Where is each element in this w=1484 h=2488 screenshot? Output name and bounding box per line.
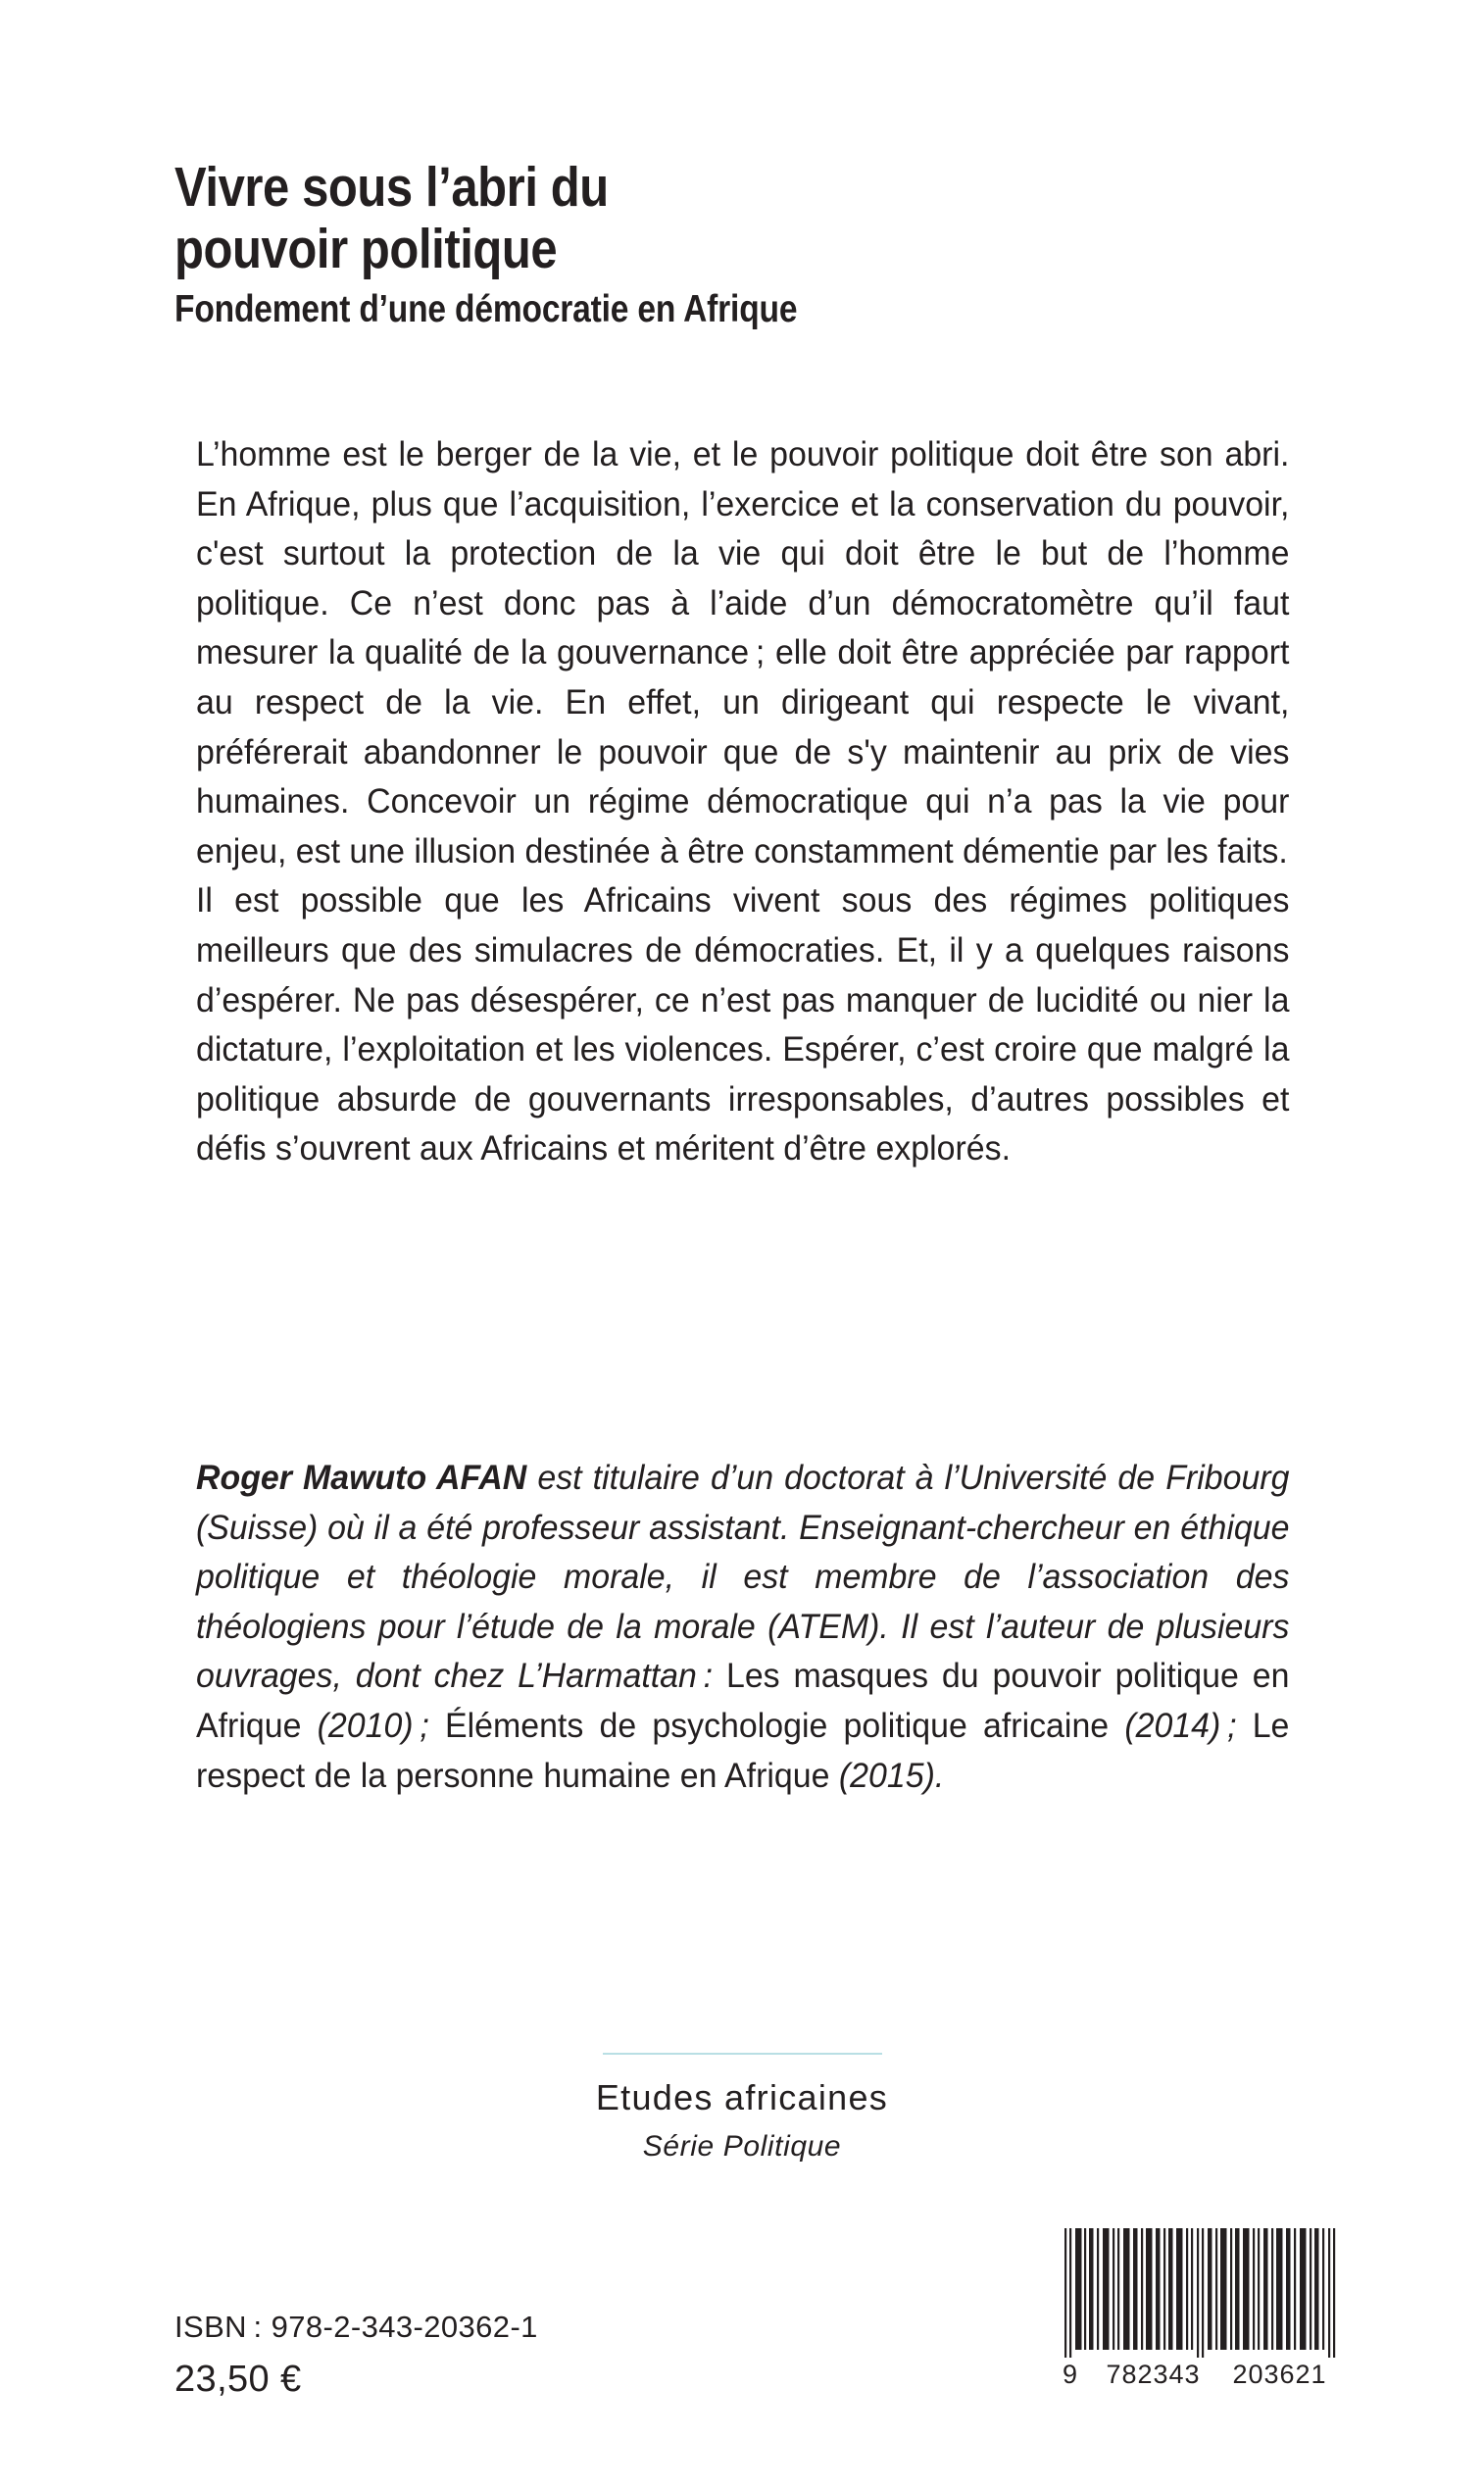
blurb-text	[196, 429, 1341, 1173]
series-divider	[603, 2053, 882, 2055]
series-subtitle: Série Politique	[642, 2130, 842, 2163]
author-work-1: Les masques du pouvoir politique en Afrique	[196, 1656, 1290, 1745]
author-name: Roger Mawuto AFAN	[196, 1458, 527, 1497]
author-work-1-year: (2010) ;	[301, 1705, 445, 1745]
isbn-text: ISBN : 978-2-343-20362-1	[174, 2310, 538, 2344]
title-block	[174, 157, 1311, 335]
author-bio-paragraph	[196, 1453, 1289, 1800]
barcode-digits	[1063, 2360, 1345, 2390]
series-block	[0, 2053, 1484, 2166]
isbn-price-block	[174, 2306, 538, 2404]
page-title-line-1: Vivre sous l’abri du	[174, 156, 609, 219]
page-subtitle: Fondement d’une démocratie en Afrique	[174, 288, 798, 330]
author-work-2: Éléments de psychologie politique africaine	[444, 1705, 1110, 1745]
barcode-left-group: 782343	[1106, 2360, 1201, 2389]
author-work-3: Le respect de la personne humaine en Afrique	[196, 1705, 1290, 1795]
page-title-line-2: pouvoir politique	[174, 218, 558, 280]
author-bio-segment-1: est titulaire d’un doctorat à l’Université de Fribourg (Suisse) où il a été professeur assistant. Enseignant-chercheur en éthique politique et théologie morale, il est membre de l’association des théologiens pour l’étude de la morale (ATEM). Il est l’auteur de plusieurs ouvrages, dont chez L’Harmattan :	[196, 1458, 1290, 1696]
blurb-paragraph-1: L’homme est le berger de la vie, et le pouvoir politique doit être son abri. En Afrique, plus que l’acquisition, l’exercice et la conservation du pouvoir, c'est surtout la protection de la vie qui doit être le but de l’homme politique. Ce n’est donc pas à l’aide d’un démocratomètre qu’il faut mesurer la qualité de la gouvernance ; elle doit être appréciée par rapport au respect de la vie. En effet, un dirigeant qui respecte le vivant, préférerait abandonner le pouvoir que de s'y maintenir au prix de vies humaines. Concevoir un régime démocratique qui n’a pas la vie pour enjeu, est une illusion destinée à être constamment démentie par les faits.	[196, 434, 1290, 871]
series-name: Etudes africaines	[595, 2077, 889, 2117]
barcode-icon	[1063, 2228, 1345, 2358]
barcode-lead-digit: 9	[1063, 2360, 1079, 2389]
price-text: 23,50 €	[174, 2359, 302, 2400]
barcode-block	[1063, 2228, 1345, 2390]
barcode-right-group: 203621	[1232, 2360, 1327, 2389]
blurb-paragraph-2: Il est possible que les Africains vivent sous des régimes politiques meilleurs que des simulacres de démocraties. Et, il y a quelques raisons d’espérer. Ne pas désespérer, ce n’est pas manquer de lucidité ou nier la dictature, l’exploitation et les violences. Espérer, c’est croire que malgré la politique absurde de gouvernants irresponsables, d’autres possibles et défis s’ouvrent aux Africains et méritent d’être explorés.	[196, 880, 1290, 1169]
author-bio	[196, 1453, 1341, 1800]
author-work-2-year: (2014) ;	[1109, 1705, 1253, 1745]
author-work-3-year: (2015).	[829, 1755, 945, 1795]
